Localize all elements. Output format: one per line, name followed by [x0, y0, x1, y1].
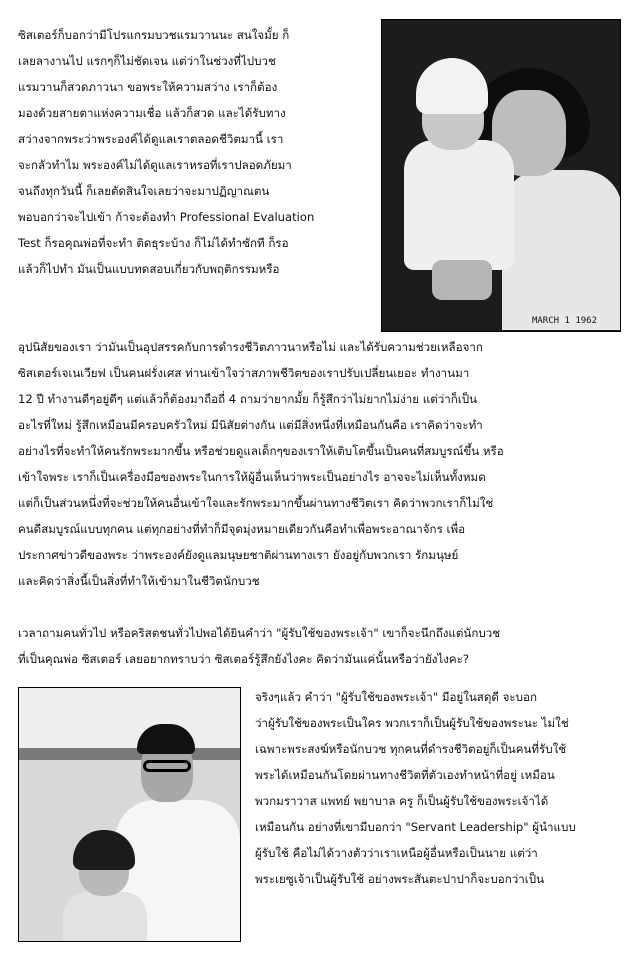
photo-mother-and-baby — [381, 19, 621, 332]
text-line: แรมวานก็สวดภาวนา ขอพระให้ความสว่าง เราก็ต้อง — [18, 80, 278, 94]
text-line: พอบอกว่าจะไปเข้า ก้าจะต้องทำ Professional Evaluation — [18, 210, 315, 224]
text-line: แล้วก็ไปทำ มันเป็นแบบทดสอบเกี่ยวกับพฤติกรรมหรือ — [18, 262, 280, 276]
text-line: คนดีสมบูรณ์แบบทุกคน แต่ทุกอย่างที่ทำก็มีจุดมุ่งหมายเดียวกันคือทำเพื่อพระอาณาจักร เพื่อ — [18, 522, 466, 536]
text-line: จนถึงทุกวันนี้ ก็เลยตัดสินใจเลยว่าจะมาปฏิญาณตน — [18, 184, 270, 198]
girl-dress — [63, 892, 147, 942]
paragraph-3-question — [18, 620, 630, 672]
text-line: เฉพาะพระสงฆ์หรือนักบวช ทุกคนที่ดำรงชีวิตอยู่ก็เป็นคนที่รับใช้ — [255, 742, 567, 756]
paragraph-1 — [18, 22, 378, 282]
woman-body — [502, 170, 621, 330]
text-line: ประกาศข่าวดีของพระ ว่าพระองค์ยังดูแลมนุษยชาติผ่านทางเรา ยังอยู่กับพวกเรา รักมนุษย์ — [18, 548, 459, 562]
paragraph-4-answer — [255, 684, 630, 892]
text-line: ซิสเตอร์ก็บอกว่ามีโปรแกรมบวชแรมวานนะ สนใจมั้ย ก็ — [18, 28, 290, 42]
text-line: สว่างจากพระว่าพระองค์ได้ดูแลเราตลอดชีวิตมานี้ เรา — [18, 132, 284, 146]
photo-father-and-daughter — [18, 687, 241, 942]
text-line: เลยลางานไป แรกๆก็ไม่ชัดเจน แต่ว่าในช่วงที่ไปบวช — [18, 54, 276, 68]
text-line: ผู้รับใช้ คือไม่ได้วางตัวว่าเราเหนือผู้อื่นหรือเป็นนาย แต่ว่า — [255, 846, 538, 860]
text-line: เวลาถามคนทั่วไป หรือคริสตชนทั่วไปพอได้ยินคำว่า "ผู้รับใช้ของพระเจ้า" เขาก็จะนึกถึงแต่นักบวช — [18, 626, 501, 640]
text-line: แต่ก็เป็นส่วนหนึ่งที่จะช่วยให้คนอื่นเข้าใจและรักพระมากขึ้นผ่านทางชีวิตเรา คิดว่าพวกเราก็ไม่ใช่ — [18, 496, 494, 510]
text-line: และคิดว่าสิ่งนี้เป็นสิ่งที่ทำให้เข้ามาในชีวิตนักบวช — [18, 574, 260, 588]
text-line: 12 ปี ทำงานดีๆอยู่ดีๆ แต่แล้วก็ต้องมาถือถี่ 4 ถามว่ายากมั้ย ก็รู้สึกว่าไม่ยากไม่ง่าย แต่ว่าก็เป็น — [18, 392, 478, 406]
text-line: อย่างไรที่จะทำให้คนรักพระมากขึ้น หรือช่วยดูแลเด็กๆของเราให้เติบโตขึ้นเป็นคนที่สมบูรณ์ขึ้น หรือ — [18, 444, 504, 458]
text-line: Test ก็รอคุณพ่อที่จะทำ ติดธุระบ้าง ก็ไม่ได้ทำซักที ก็รอ — [18, 236, 289, 250]
text-line: พวกมราวาส แพทย์ พยาบาล ครู ก็เป็นผู้รับใช้ของพระเจ้าได้ — [255, 794, 549, 808]
text-line: ซิสเตอร์เจเนเวียฟ เป็นคนฝรั่งเศส ท่านเข้าใจว่าสภาพชีวิตของเราปรับเปลี่ยนเยอะ ทำงานมา — [18, 366, 470, 380]
photo-date-label: MARCH 1 1962 — [529, 315, 600, 327]
text-line: พระเยซูเจ้าเป็นผู้รับใช้ อย่างพระสันตะปาปาก็จะบอกว่าเป็น — [255, 872, 545, 886]
text-line: อะไรที่ใหม่ รู้สึกเหมือนมีครอบครัวใหม่ มีนิสัยต่างกัน แต่มีสิ่งหนึ่งที่เหมือนกันคือ เราคิดว่าจะทำ — [18, 418, 483, 432]
text-line: อุปนิสัยของเรา ว่ามันเป็นอุปสรรคกับการดำรงชีวิตภาวนาหรือไม่ และได้รับความช่วยเหลือจาก — [18, 340, 483, 354]
text-line: จริงๆแล้ว คำว่า "ผู้รับใช้ของพระเจ้า" มีอยู่ในสดุดี จะบอก — [255, 690, 537, 704]
text-line: มองด้วยสายตาแห่งความเชื่อ แล้วก็สวด และได้รับทาง — [18, 106, 286, 120]
text-line: จะกลัวทำไม พระองค์ไม่ได้ดูแลเราหรอที่เราปลอดภัยมา — [18, 158, 292, 172]
text-line: เข้าใจพระ เราก็เป็นเครื่องมือของพระในการให้ผู้อื่นเห็นว่าพระเป็นอย่างไร อาจจะไม่เห็นทั้งหมด — [18, 470, 486, 484]
building-roof — [19, 748, 240, 760]
paragraph-2 — [18, 334, 630, 594]
man-glasses — [143, 760, 191, 772]
baby-dress — [404, 140, 514, 270]
text-line: เหมือนกัน อย่างที่เขามีบอกว่า "Servant Leadership" ผู้นำแบบ — [255, 820, 576, 834]
baby-hat — [416, 58, 488, 114]
baby-legs — [432, 260, 492, 300]
text-line: ว่าผู้รับใช้ของพระเป็นใคร พวกเราก็เป็นผู้รับใช้ของพระนะ ไม่ใช่ — [255, 716, 569, 730]
text-line: ที่เป็นคุณพ่อ ซิสเตอร์ เลยอยากทราบว่า ซิสเตอร์รู้สึกยังไงคะ คิดว่ามันแค่นั้นหรือว่ายังไงคะ? — [18, 652, 470, 666]
text-line: พระได้เหมือนกันโดยผ่านทางชีวิตที่ตัวเองทำหน้าที่อยู่ เหมือน — [255, 768, 555, 782]
